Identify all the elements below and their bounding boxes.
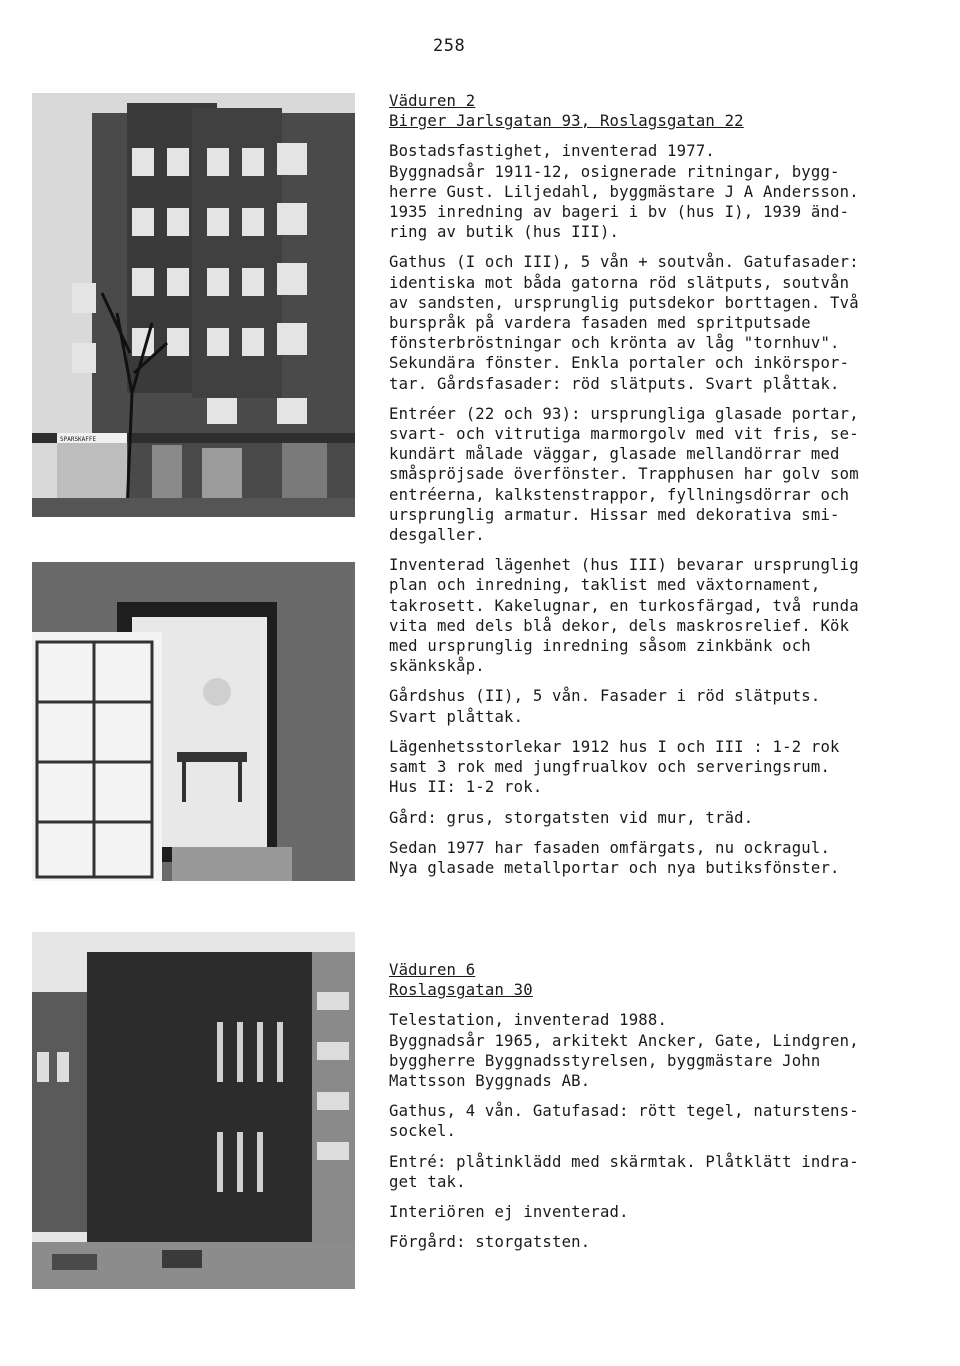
entry-address — [389, 111, 909, 131]
paragraph: Interiören ej inventerad. — [389, 1203, 629, 1222]
paragraph: Bostadsfastighet, inventerad 1977. Byggnadsår 1911-12, osignerade ritningar, bygg- herre Gust. Liljedahl, byggmästare J A Andersson. 1935 inredning av bageri i bv (hus I), 1939 änd- ring av butik (hus III). — [389, 142, 859, 242]
entry-title: Väduren 6 — [389, 961, 476, 979]
paragraph: Entré: plåtinklädd med skärmtak. Plåtklätt indra- get tak. — [389, 1152, 859, 1191]
address-street: Birger Jarlsgatan 93 — [389, 112, 581, 131]
entry-vaduren-6 — [389, 960, 909, 1262]
shop-sign-text: SPARSKAFFE — [60, 436, 97, 443]
paragraph: Förgård: storgatsten. — [389, 1233, 591, 1252]
address-rest: 30 — [504, 981, 533, 1000]
telestation-building-photo — [32, 932, 355, 1289]
paragraph: Gathus (I och III), 5 vån + soutvån. Gatufasader: identiska mot båda gatorna röd slätputs, soutvån av sandsten, ursprunglig putsdekor borttagen. Två burspråk på vardera fasaden med spritputsade fönsterbröstningar och krönta av låg "tornhuv". Sekundära fönster. Enkla portaler och inkörspor- tar. Gårdsfasader: röd slätputs. Svart plåttak. — [389, 253, 859, 393]
paragraph: Gårdshus (II), 5 vån. Fasader i röd slätputs. Svart plåttak. — [389, 687, 821, 726]
paragraph: Telestation, inventerad 1988. Byggnadsår 1965, arkitekt Ancker, Gate, Lindgren, byggherre Byggnadsstyrelsen, byggmästare John Mattsson Byggnads AB. — [389, 1011, 859, 1091]
paragraph: Inventerad lägenhet (hus III) bevarar ursprunglig plan och inredning, taklist med växtornament, takrosett. Kakelugnar, en turkosfärgad, två runda vita med dels blå dekor, dels maskrosrelief. Kök med ursprunglig inredning såsom zinkbänk och skänkskåp. — [389, 556, 859, 676]
entry-title: Väduren 2 — [389, 92, 476, 110]
address-street: Roslagsgatan — [389, 981, 505, 1000]
paragraph: Gård: grus, storgatsten vid mur, träd. — [389, 808, 754, 827]
paragraph: Entréer (22 och 93): ursprungliga glasade portar, svart- och vitrutiga marmorgolv med vit fris, se- kundärt målade väggar, glasade mellandörrar med småspröjsade överfönster. Trapphusen har golv som entréerna, kalkstenstrappor, fyllningsdörrar och ursprunglig armatur. Hissar med dekorativa smi- desgaller. — [389, 404, 859, 545]
building-facade-photo — [32, 93, 355, 517]
paragraph: Gathus, 4 vån. Gatufasad: rött tegel, naturstens- sockel. — [389, 1102, 859, 1141]
entry-vaduren-2 — [389, 91, 909, 888]
page-number: 258 — [433, 36, 466, 56]
paragraph: Sedan 1977 har fasaden omfärgats, nu ockragul. Nya glasade metallportar och nya butiksfönster. — [389, 838, 840, 877]
address-rest: , Roslagsgatan 22 — [580, 112, 744, 131]
entry-address — [389, 980, 909, 1000]
paragraph: Lägenhetsstorlekar 1912 hus I och III : 1-2 rok samt 3 rok med jungfrualkov och serveringsrum. Hus II: 1-2 rok. — [389, 737, 840, 797]
interior-doorway-photo — [32, 562, 355, 881]
